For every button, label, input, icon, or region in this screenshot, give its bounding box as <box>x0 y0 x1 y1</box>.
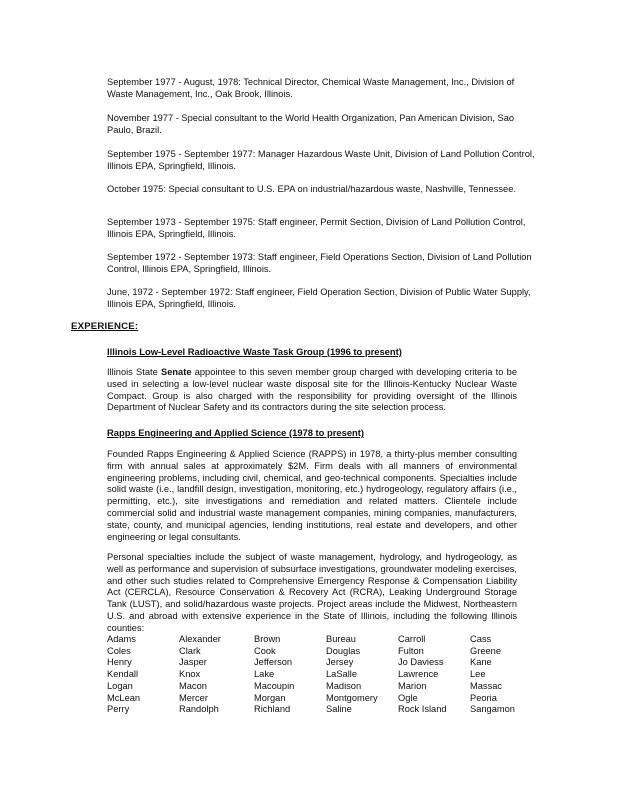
history-entry-2: November 1977 - Special consultant to the World Health Organization, Pan American Division, Sao Paulo, Brazil. <box>107 113 515 135</box>
county-name: Ogle <box>398 692 418 703</box>
county-name: Brown <box>254 634 281 644</box>
county-name: Montgomery <box>326 692 378 703</box>
county-name: Lee <box>470 669 486 680</box>
history-entry-3: September 1975 - September 1977: Manager Hazardous Waste Unit, Division of Land Pollution Control, Illinois EPA, Springfield, Illinois. <box>107 149 535 171</box>
history-entry-4: October 1975: Special consultant to U.S. EPA on industrial/hazardous waste, Nashville, Tennessee. <box>107 184 516 194</box>
county-name: Richland <box>254 704 291 715</box>
county-name: Clark <box>179 645 201 656</box>
county-name: Adams <box>107 634 136 644</box>
county-name: Macoupin <box>254 680 295 691</box>
county-name: Massac <box>470 680 503 691</box>
county-name: Coles <box>107 645 131 656</box>
county-name: Fulton <box>398 645 424 656</box>
county-name: Kane <box>470 657 492 668</box>
county-name: Lake <box>254 669 275 680</box>
rapps-paragraph-2: Personal specialties include the subject of waste management, hydrology, and hydrogeology, as well as performance and supervision of subsurface investigations, groundwater modeling exercises, and other such studies related to Comprehensive Emergency Response & Compensation Liability Act (CERCLA), Resource Conservation & Recovery Act (RCRA), Leaking Underground Storage Tank (LUST), and solid/hazardous waste projects. Project areas include the Midwest, Northeastern U.S. and abroad with extensive experience in the State of Illinois, including the following Illinois counties: <box>107 552 517 633</box>
task-group-text-before: Illinois State <box>107 367 161 377</box>
history-entry-6: September 1972 - September 1973: Staff engineer, Field Operations Section, Division of Land Pollution Control, Illinois EPA, Springfield, Illinois. <box>107 252 532 274</box>
county-name: Douglas <box>326 645 361 656</box>
county-name: Alexander <box>179 634 221 644</box>
county-name: Marion <box>398 680 427 691</box>
county-name: Cass <box>470 634 492 644</box>
task-group-text-bold: Senate <box>161 367 192 377</box>
county-name: Cook <box>254 645 276 656</box>
county-name: Jo Daviess <box>398 657 444 668</box>
county-name: Jefferson <box>254 657 293 668</box>
county-name: Morgan <box>254 692 286 703</box>
rapps-title: Rapps Engineering and Applied Science (1978 to present) <box>107 427 365 438</box>
county-name: LaSalle <box>326 669 358 680</box>
county-name: Peoria <box>470 692 497 703</box>
county-name: Sangamon <box>470 704 515 715</box>
rapps-paragraph-1: Founded Rapps Engineering & Applied Science (RAPPS) in 1978, a thirty-plus member consulting firm with annual sales at approximately $2M. Firm deals with all manners of environmental engineering problems, including civil, chemical, and geo-technical components. Specialties include solid waste (i.e., landfill design, investigation, monitoring, etc.) hydrogeology, regulatory affairs (i.e., permitting, etc.), site investigations and remediation and related matters. Clientele include commercial solid and industrial waste management companies, mining companies, manufacturers, state, county, and municipal agencies, lending institutions, real estate and developers, and other engineering or legal consultants. <box>107 449 517 542</box>
history-entry-5: September 1973 - September 1975: Staff engineer, Permit Section, Division of Land Pollution Control, Illinois EPA, Springfield, Illinois. <box>107 217 526 239</box>
county-name: Henry <box>107 657 132 668</box>
county-name: Rock Island <box>398 704 447 715</box>
task-group-text-after: appointee to this seven member group charged with developing criteria to be used in selecting a low-level nuclear waste disposal site for the Illinois-Kentucky Nuclear Waste Compact. Group is also charged with the responsibility for providing oversight of the Illinois Department of Nuclear Safety and its contractors during the site selection process. <box>107 367 517 413</box>
task-group-paragraph <box>107 367 517 414</box>
county-name: Jersey <box>326 657 354 668</box>
county-name: Madison <box>326 680 362 691</box>
history-entry-7: June, 1972 - September 1972: Staff engineer, Field Operation Section, Division of Public Water Supply, Illinois EPA, Springfield, Illinois. <box>107 287 531 309</box>
experience-heading: EXPERIENCE: <box>71 321 139 332</box>
county-name: Saline <box>326 704 352 715</box>
county-name: Randolph <box>179 704 219 715</box>
county-name: Logan <box>107 680 133 691</box>
county-name: McLean <box>107 692 141 703</box>
county-name: Mercer <box>179 692 208 703</box>
county-name: Greene <box>470 645 502 656</box>
county-name: Carroll <box>398 634 426 644</box>
county-name: Lawrence <box>398 669 439 680</box>
county-name: Perry <box>107 704 130 715</box>
county-name: Jasper <box>179 657 207 668</box>
history-entry-1: September 1977 - August, 1978: Technical Director, Chemical Waste Management, Inc., Division of Waste Management, Inc., Oak Brook, Illinois. <box>107 77 515 99</box>
county-list <box>107 634 547 716</box>
county-name: Knox <box>179 669 201 680</box>
county-name: Macon <box>179 680 207 691</box>
county-name: Bureau <box>326 634 356 644</box>
county-name: Kendall <box>107 669 139 680</box>
task-group-title: Illinois Low-Level Radioactive Waste Task Group (1996 to present) <box>107 346 402 357</box>
